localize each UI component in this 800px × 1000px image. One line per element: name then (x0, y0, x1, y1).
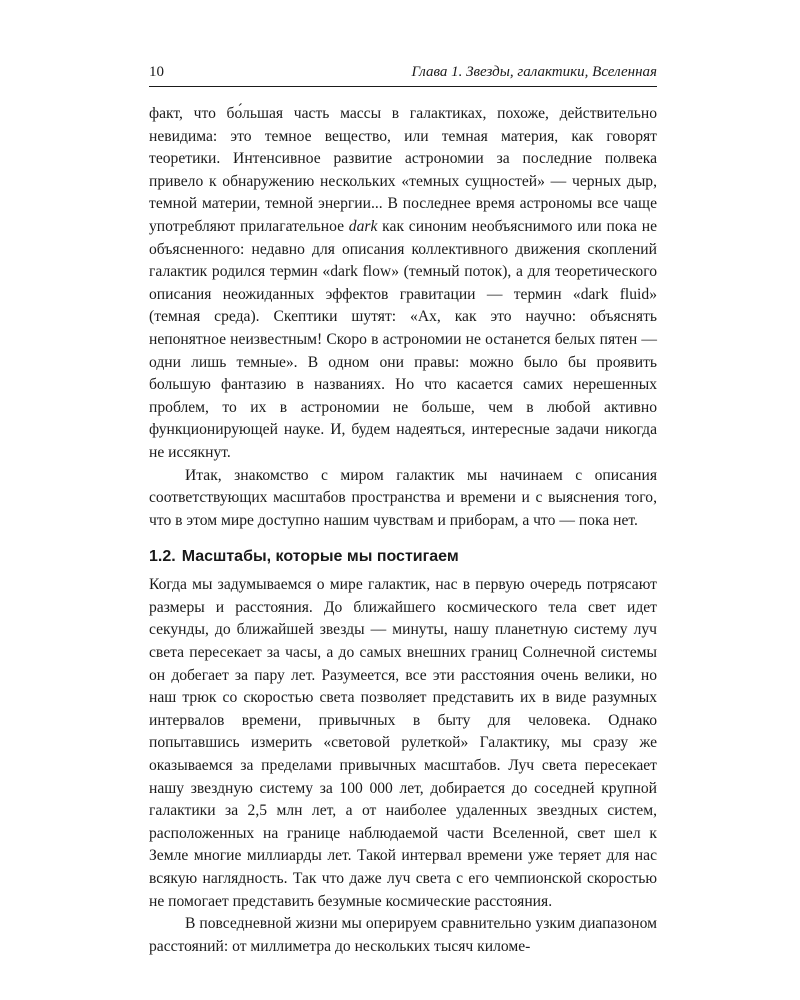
section-number: 1.2. (149, 548, 176, 566)
term-dark: dark (348, 217, 378, 235)
page-number: 10 (149, 64, 164, 80)
running-head (149, 62, 657, 87)
paragraph-3: Когда мы задумываемся о мире галактик, нас в первую очередь потрясают размеры и расстояния. До ближайшего космического тела свет идет секунды, до ближайшей звезды — минуты, нашу планетную систему луч света пересекает за часы, а до самых внешних границ Солнечной системы он добегает за пару лет. Разумеется, все эти расстояния очень велики, но наш трюк со скоростью света позволяет представить их в виде разумных интервалов времени, привычных в быту для человека. Однако попытавшись измерить «световой рулеткой» Галактику, мы сразу же оказываемся за пределами привычных масштабов. Луч света пересекает нашу звездную систему за 100 000 лет, добирается до соседней крупной галактики за 2,5 млн лет, а от наиболее удаленных звездных систем, расположенных на границе наблюдаемой части Вселенной, свет шел к Земле многие миллиарды лет. Такой интервал времени уже теряет для нас всякую наглядность. Так что даже луч света с его чемпионской скоростью не помогает представить безумные космические расстояния. (149, 576, 657, 910)
book-page (149, 62, 657, 958)
chapter-title: Глава 1. Звезды, галактики, Вселенная (411, 64, 657, 80)
paragraph-4: В повседневной жизни мы оперируем сравнительно узким диапазоном расстояний: от миллиметра до нескольких тысяч киломе- (149, 915, 657, 955)
section-heading (149, 546, 657, 568)
paragraph-1: факт, что бо́льшая часть массы в галактиках, похоже, действительно невидима: это темное вещество, или темная материя, как говорят теоретики. Интенсивное развитие астрономии за последние полвека привело к обнаружению нескольких «темных сущностей» — черных дыр, темной материи, темной энергии... В последнее время астрономы все чаще употребляют прилагательное dark как синоним необъяснимого или пока не объясненного: недавно для описания коллективного движения скоплений галактик родился термин «dark flow» (темный поток), а для теоретического описания неожиданных эффектов гравитации — термин «dark fluid» (темная среда). Скептики шутят: «Ах, как это научно: объяснять непонятное неизвестным! Скоро в астрономии не останется белых пятен — одни лишь темные». В одном они правы: можно было бы проявить большую фантазию в названиях. Но что касается самих нерешенных проблем, то их в астрономии не больше, чем в любой активно функционирующей науке. И, будем надеяться, интересные задачи никогда не иссякнут. (149, 105, 658, 461)
paragraph-2: Итак, знакомство с миром галактик мы начинаем с описания соответствующих масштабов пространства и времени и с выяснения того, что в этом мире доступно нашим чувствам и приборам, а что — пока нет. (149, 466, 657, 529)
page-body (149, 103, 657, 958)
section-title: Масштабы, которые мы постигаем (181, 548, 459, 566)
